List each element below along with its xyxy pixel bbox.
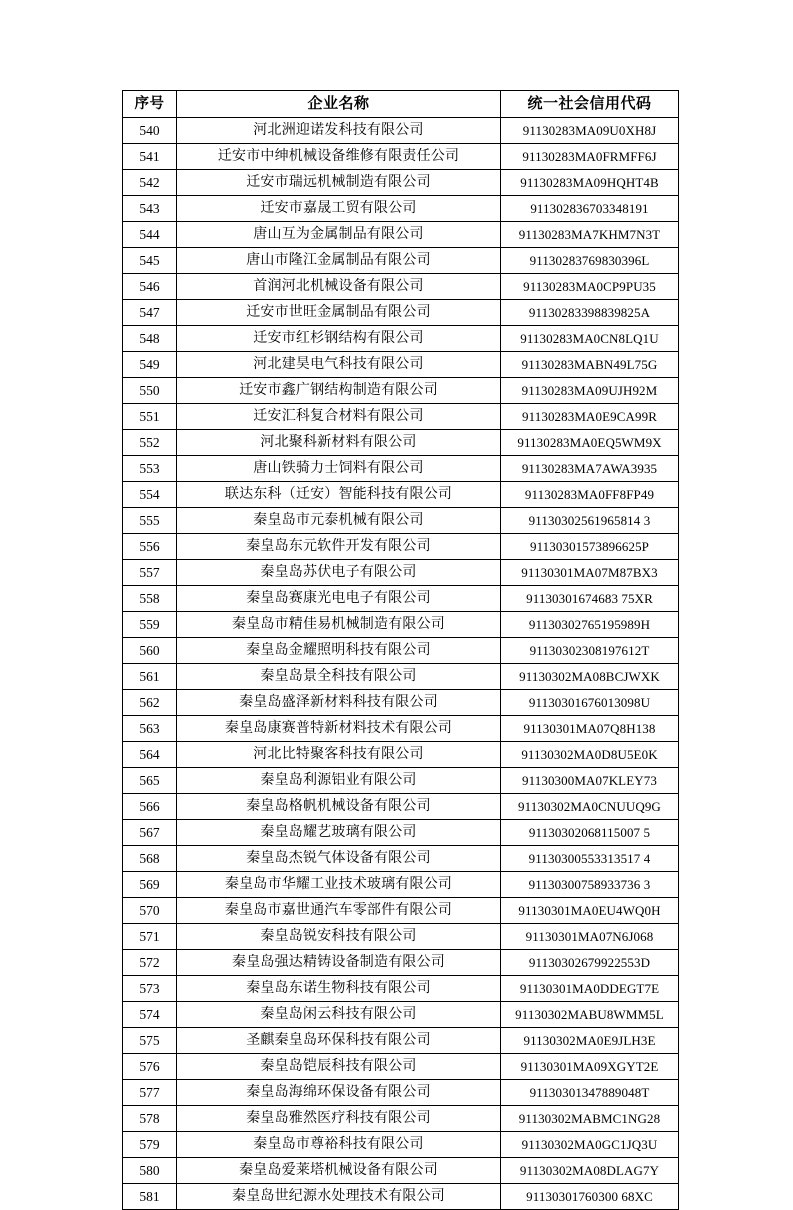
cell-sequence: 561 <box>123 664 177 690</box>
cell-sequence: 557 <box>123 560 177 586</box>
cell-enterprise-name: 河北建昊电气科技有限公司 <box>177 352 501 378</box>
enterprise-registry-table <box>122 90 679 1210</box>
cell-credit-code: 91130302MABMC1NG28 <box>501 1106 679 1132</box>
cell-enterprise-name: 迁安市世旺金属制品有限公司 <box>177 300 501 326</box>
cell-enterprise-name: 秦皇岛市元泰机械有限公司 <box>177 508 501 534</box>
cell-enterprise-name: 秦皇岛东诺生物科技有限公司 <box>177 976 501 1002</box>
cell-enterprise-name: 秦皇岛格帆机械设备有限公司 <box>177 794 501 820</box>
cell-sequence: 548 <box>123 326 177 352</box>
cell-enterprise-name: 圣麒秦皇岛环保科技有限公司 <box>177 1028 501 1054</box>
cell-enterprise-name: 秦皇岛世纪源水处理技术有限公司 <box>177 1184 501 1210</box>
cell-credit-code: 91130283MA0CP9PU35 <box>501 274 679 300</box>
cell-credit-code: 91130301MA07Q8H138 <box>501 716 679 742</box>
cell-sequence: 556 <box>123 534 177 560</box>
cell-sequence: 580 <box>123 1158 177 1184</box>
table-row <box>123 482 679 508</box>
table-row <box>123 378 679 404</box>
cell-sequence: 554 <box>123 482 177 508</box>
cell-credit-code: 91130302561965814 3 <box>501 508 679 534</box>
cell-enterprise-name: 秦皇岛爱莱塔机械设备有限公司 <box>177 1158 501 1184</box>
cell-sequence: 541 <box>123 144 177 170</box>
cell-enterprise-name: 秦皇岛强达精铸设备制造有限公司 <box>177 950 501 976</box>
cell-enterprise-name: 秦皇岛海绵环保设备有限公司 <box>177 1080 501 1106</box>
table-row <box>123 430 679 456</box>
cell-credit-code: 91130301674683 75XR <box>501 586 679 612</box>
table-row <box>123 222 679 248</box>
table-row <box>123 950 679 976</box>
cell-sequence: 574 <box>123 1002 177 1028</box>
cell-enterprise-name: 秦皇岛铠辰科技有限公司 <box>177 1054 501 1080</box>
cell-sequence: 572 <box>123 950 177 976</box>
cell-sequence: 544 <box>123 222 177 248</box>
cell-sequence: 578 <box>123 1106 177 1132</box>
cell-enterprise-name: 秦皇岛锐安科技有限公司 <box>177 924 501 950</box>
table-row <box>123 196 679 222</box>
cell-enterprise-name: 秦皇岛东元软件开发有限公司 <box>177 534 501 560</box>
cell-sequence: 577 <box>123 1080 177 1106</box>
cell-sequence: 575 <box>123 1028 177 1054</box>
table-row <box>123 872 679 898</box>
table-row <box>123 1054 679 1080</box>
cell-credit-code: 91130301MA0EU4WQ0H <box>501 898 679 924</box>
table-row <box>123 794 679 820</box>
table-row <box>123 716 679 742</box>
cell-credit-code: 91130283MABN49L75G <box>501 352 679 378</box>
table-row <box>123 638 679 664</box>
cell-enterprise-name: 首润河北机械设备有限公司 <box>177 274 501 300</box>
cell-sequence: 570 <box>123 898 177 924</box>
cell-credit-code: 91130283MA09UJH92M <box>501 378 679 404</box>
table-header-row <box>123 91 679 118</box>
cell-sequence: 581 <box>123 1184 177 1210</box>
cell-sequence: 568 <box>123 846 177 872</box>
cell-credit-code: 91130301MA0DDEGT7E <box>501 976 679 1002</box>
cell-credit-code: 91130301573896625P <box>501 534 679 560</box>
table-row <box>123 248 679 274</box>
cell-enterprise-name: 秦皇岛苏伏电子有限公司 <box>177 560 501 586</box>
cell-enterprise-name: 迁安汇科复合材料有限公司 <box>177 404 501 430</box>
cell-enterprise-name: 迁安市瑞远机械制造有限公司 <box>177 170 501 196</box>
cell-sequence: 555 <box>123 508 177 534</box>
table-row <box>123 1080 679 1106</box>
cell-enterprise-name: 河北洲迎诺发科技有限公司 <box>177 118 501 144</box>
cell-credit-code: 91130302765195989H <box>501 612 679 638</box>
column-header-enterprise-name: 企业名称 <box>177 91 501 118</box>
table-row <box>123 170 679 196</box>
table-row <box>123 326 679 352</box>
cell-enterprise-name: 秦皇岛市嘉世通汽车零部件有限公司 <box>177 898 501 924</box>
cell-enterprise-name: 秦皇岛赛康光电电子有限公司 <box>177 586 501 612</box>
cell-credit-code: 91130302679922553D <box>501 950 679 976</box>
cell-credit-code: 91130283769830396L <box>501 248 679 274</box>
cell-credit-code: 91130301MA07N6J068 <box>501 924 679 950</box>
cell-credit-code: 91130302MA08BCJWXK <box>501 664 679 690</box>
table-row <box>123 534 679 560</box>
table-header <box>123 91 679 118</box>
cell-credit-code: 91130300MA07KLEY73 <box>501 768 679 794</box>
cell-enterprise-name: 秦皇岛盛泽新材料科技有限公司 <box>177 690 501 716</box>
cell-credit-code: 91130302MA0CNUUQ9G <box>501 794 679 820</box>
cell-enterprise-name: 秦皇岛雅然医疗科技有限公司 <box>177 1106 501 1132</box>
table-row <box>123 1002 679 1028</box>
cell-sequence: 571 <box>123 924 177 950</box>
table-body <box>123 118 679 1210</box>
table-row <box>123 118 679 144</box>
cell-credit-code: 91130300553313517 4 <box>501 846 679 872</box>
cell-credit-code: 91130302308197612T <box>501 638 679 664</box>
cell-sequence: 542 <box>123 170 177 196</box>
table-row <box>123 820 679 846</box>
cell-credit-code: 91130283MA0FF8FP49 <box>501 482 679 508</box>
cell-enterprise-name: 迁安市红杉钢结构有限公司 <box>177 326 501 352</box>
cell-credit-code: 91130283MA7KHM7N3T <box>501 222 679 248</box>
cell-enterprise-name: 迁安市鑫广钢结构制造有限公司 <box>177 378 501 404</box>
cell-sequence: 552 <box>123 430 177 456</box>
column-header-credit-code: 统一社会信用代码 <box>501 91 679 118</box>
cell-enterprise-name: 秦皇岛金耀照明科技有限公司 <box>177 638 501 664</box>
cell-sequence: 543 <box>123 196 177 222</box>
cell-enterprise-name: 迁安市嘉晟工贸有限公司 <box>177 196 501 222</box>
cell-sequence: 550 <box>123 378 177 404</box>
cell-sequence: 553 <box>123 456 177 482</box>
cell-credit-code: 91130302MABU8WMM5L <box>501 1002 679 1028</box>
table-row <box>123 742 679 768</box>
cell-credit-code: 91130301347889048T <box>501 1080 679 1106</box>
cell-enterprise-name: 秦皇岛杰锐气体设备有限公司 <box>177 846 501 872</box>
table-row <box>123 924 679 950</box>
cell-sequence: 564 <box>123 742 177 768</box>
enterprise-registry-table-container <box>122 90 678 1210</box>
table-row <box>123 1028 679 1054</box>
cell-enterprise-name: 秦皇岛康赛普特新材料技术有限公司 <box>177 716 501 742</box>
table-row <box>123 274 679 300</box>
cell-credit-code: 91130302068115007 5 <box>501 820 679 846</box>
cell-credit-code: 91130283MA0CN8LQ1U <box>501 326 679 352</box>
cell-credit-code: 91130283MA09U0XH8J <box>501 118 679 144</box>
cell-enterprise-name: 秦皇岛市精佳易机械制造有限公司 <box>177 612 501 638</box>
cell-sequence: 560 <box>123 638 177 664</box>
cell-enterprise-name: 秦皇岛市华耀工业技术玻璃有限公司 <box>177 872 501 898</box>
cell-enterprise-name: 联达东科（迁安）智能科技有限公司 <box>177 482 501 508</box>
cell-credit-code: 91130283MA09HQHT4B <box>501 170 679 196</box>
table-row <box>123 612 679 638</box>
cell-sequence: 573 <box>123 976 177 1002</box>
cell-sequence: 540 <box>123 118 177 144</box>
cell-sequence: 559 <box>123 612 177 638</box>
table-row <box>123 508 679 534</box>
table-row <box>123 586 679 612</box>
cell-sequence: 551 <box>123 404 177 430</box>
cell-credit-code: 91130283MA0FRMFF6J <box>501 144 679 170</box>
cell-enterprise-name: 唐山互为金属制品有限公司 <box>177 222 501 248</box>
table-row <box>123 1106 679 1132</box>
cell-sequence: 546 <box>123 274 177 300</box>
cell-credit-code: 91130300758933736 3 <box>501 872 679 898</box>
cell-sequence: 558 <box>123 586 177 612</box>
table-row <box>123 690 679 716</box>
cell-enterprise-name: 唐山市隆江金属制品有限公司 <box>177 248 501 274</box>
cell-sequence: 562 <box>123 690 177 716</box>
table-row <box>123 352 679 378</box>
table-row <box>123 560 679 586</box>
cell-enterprise-name: 秦皇岛景全科技有限公司 <box>177 664 501 690</box>
table-row <box>123 846 679 872</box>
cell-sequence: 545 <box>123 248 177 274</box>
cell-credit-code: 91130302MA0D8U5E0K <box>501 742 679 768</box>
cell-sequence: 579 <box>123 1132 177 1158</box>
table-row <box>123 404 679 430</box>
cell-credit-code: 91130283MA0EQ5WM9X <box>501 430 679 456</box>
table-row <box>123 1132 679 1158</box>
cell-credit-code: 91130283398839825A <box>501 300 679 326</box>
cell-credit-code: 91130283MA0E9CA99R <box>501 404 679 430</box>
table-row <box>123 144 679 170</box>
cell-sequence: 547 <box>123 300 177 326</box>
cell-sequence: 569 <box>123 872 177 898</box>
cell-credit-code: 91130302MA08DLAG7Y <box>501 1158 679 1184</box>
cell-credit-code: 91130301676013098U <box>501 690 679 716</box>
table-row <box>123 1158 679 1184</box>
cell-credit-code: 91130302MA0E9JLH3E <box>501 1028 679 1054</box>
cell-credit-code: 91130283MA7AWA3935 <box>501 456 679 482</box>
cell-credit-code: 91130301760300 68XC <box>501 1184 679 1210</box>
cell-enterprise-name: 秦皇岛利源铝业有限公司 <box>177 768 501 794</box>
cell-sequence: 549 <box>123 352 177 378</box>
cell-enterprise-name: 河北聚科新材料有限公司 <box>177 430 501 456</box>
cell-sequence: 565 <box>123 768 177 794</box>
cell-credit-code: 91130301MA09XGYT2E <box>501 1054 679 1080</box>
cell-credit-code: 911302836703348191 <box>501 196 679 222</box>
cell-sequence: 567 <box>123 820 177 846</box>
cell-enterprise-name: 唐山铁骑力士饲料有限公司 <box>177 456 501 482</box>
cell-sequence: 563 <box>123 716 177 742</box>
table-row <box>123 300 679 326</box>
table-row <box>123 976 679 1002</box>
table-row <box>123 456 679 482</box>
table-row <box>123 664 679 690</box>
cell-enterprise-name: 秦皇岛市尊裕科技有限公司 <box>177 1132 501 1158</box>
cell-credit-code: 91130302MA0GC1JQ3U <box>501 1132 679 1158</box>
column-header-sequence: 序号 <box>123 91 177 118</box>
cell-credit-code: 91130301MA07M87BX3 <box>501 560 679 586</box>
cell-enterprise-name: 秦皇岛耀艺玻璃有限公司 <box>177 820 501 846</box>
cell-enterprise-name: 秦皇岛闲云科技有限公司 <box>177 1002 501 1028</box>
table-row <box>123 898 679 924</box>
cell-enterprise-name: 河北比特聚客科技有限公司 <box>177 742 501 768</box>
cell-sequence: 566 <box>123 794 177 820</box>
table-row <box>123 1184 679 1210</box>
table-row <box>123 768 679 794</box>
cell-enterprise-name: 迁安市中绅机械设备维修有限责任公司 <box>177 144 501 170</box>
cell-sequence: 576 <box>123 1054 177 1080</box>
